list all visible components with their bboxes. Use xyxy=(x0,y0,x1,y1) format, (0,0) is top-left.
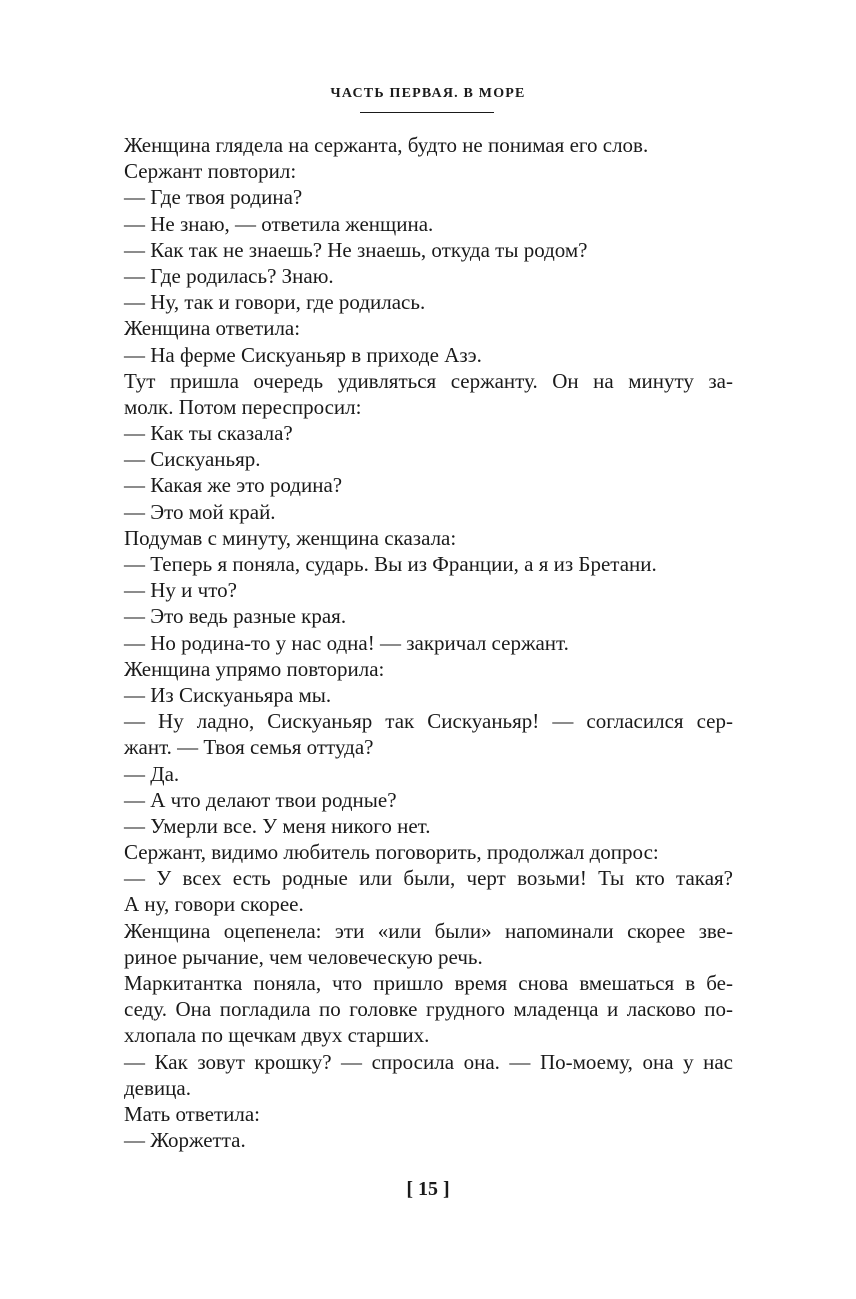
text-line: — Как ты сказала? xyxy=(124,421,293,446)
text-line: риное рычание, чем человеческую речь. xyxy=(124,944,483,969)
text-line: хлопала по щечкам двух старших. xyxy=(124,1023,430,1048)
text-line: девица. xyxy=(124,1075,191,1100)
text-line: Маркитантка поняла, что пришло время снова вмешаться в бе- xyxy=(124,971,733,995)
text-line: — Не знаю, — ответила женщина. xyxy=(124,211,434,236)
text-line: — Где твоя родина? xyxy=(124,185,303,210)
text-line: — Какая же это родина? xyxy=(124,473,343,498)
text-line: — Ну и что? xyxy=(124,578,237,603)
text-line: — Где родилась? Знаю. xyxy=(124,263,334,288)
text-line: — Но родина-то у нас одна! — закричал сержант. xyxy=(124,630,569,655)
text-line: А ну, говори скорее. xyxy=(124,892,304,917)
text-line: Мать ответила: xyxy=(124,1101,261,1126)
text-line: Женщина глядела на сержанта, будто не понимая его слов. xyxy=(124,133,649,157)
text-line: — Умерли все. У меня никого нет. xyxy=(124,813,431,838)
text-line: — На ферме Сискуаньяр в приходе Азэ. xyxy=(124,342,482,367)
text-line: — Как зовут крошку? — спросила она. — По-моему, она у нас xyxy=(124,1049,733,1074)
body-text xyxy=(124,132,733,1153)
text-line: — Из Сискуаньяра мы. xyxy=(124,682,332,707)
text-line: — Теперь я поняла, сударь. Вы из Франции, а я из Бретани. xyxy=(124,552,657,576)
text-line: Тут пришла очередь удивляться сержанту. Он на минуту за- xyxy=(124,368,733,393)
text-line: — Да. xyxy=(124,761,180,786)
text-line: — Жоржетта. xyxy=(124,1128,246,1153)
running-head-rule xyxy=(360,112,494,113)
text-line: Сержант повторил: xyxy=(124,159,297,184)
text-line: — Ну ладно, Сискуаньяр так Сискуаньяр! — согласился сер- xyxy=(124,709,733,734)
text-line: — Это мой край. xyxy=(124,499,276,524)
text-line: — У всех есть родные или были, черт возьми! Ты кто такая? xyxy=(124,866,733,891)
text-line: Женщина упрямо повторила: xyxy=(124,656,385,681)
text-line: Сержант, видимо любитель поговорить, продолжал допрос: xyxy=(124,840,659,865)
text-line: — Как так не знаешь? Не знаешь, откуда ты родом? xyxy=(124,237,588,262)
text-line: седу. Она погладила по головке грудного младенца и ласково по- xyxy=(124,997,733,1022)
page-number: [ 15 ] xyxy=(406,1178,450,1200)
text-line: — Сискуаньяр. xyxy=(124,447,261,472)
text-line: Женщина ответила: xyxy=(124,316,301,341)
text-line: Подумав с минуту, женщина сказала: xyxy=(124,525,457,550)
text-line: молк. Потом переспросил: xyxy=(124,394,362,419)
running-head: ЧАСТЬ ПЕРВАЯ. В МОРЕ xyxy=(330,86,526,101)
text-line: — А что делают твои родные? xyxy=(124,787,397,812)
text-line: — Это ведь разные края. xyxy=(124,604,347,629)
text-line: Женщина оцепенела: эти «или были» напоминали скорее зве- xyxy=(124,918,733,943)
text-line: жант. — Твоя семья оттуда? xyxy=(124,735,374,760)
text-line: — Ну, так и говори, где родилась. xyxy=(124,290,426,315)
